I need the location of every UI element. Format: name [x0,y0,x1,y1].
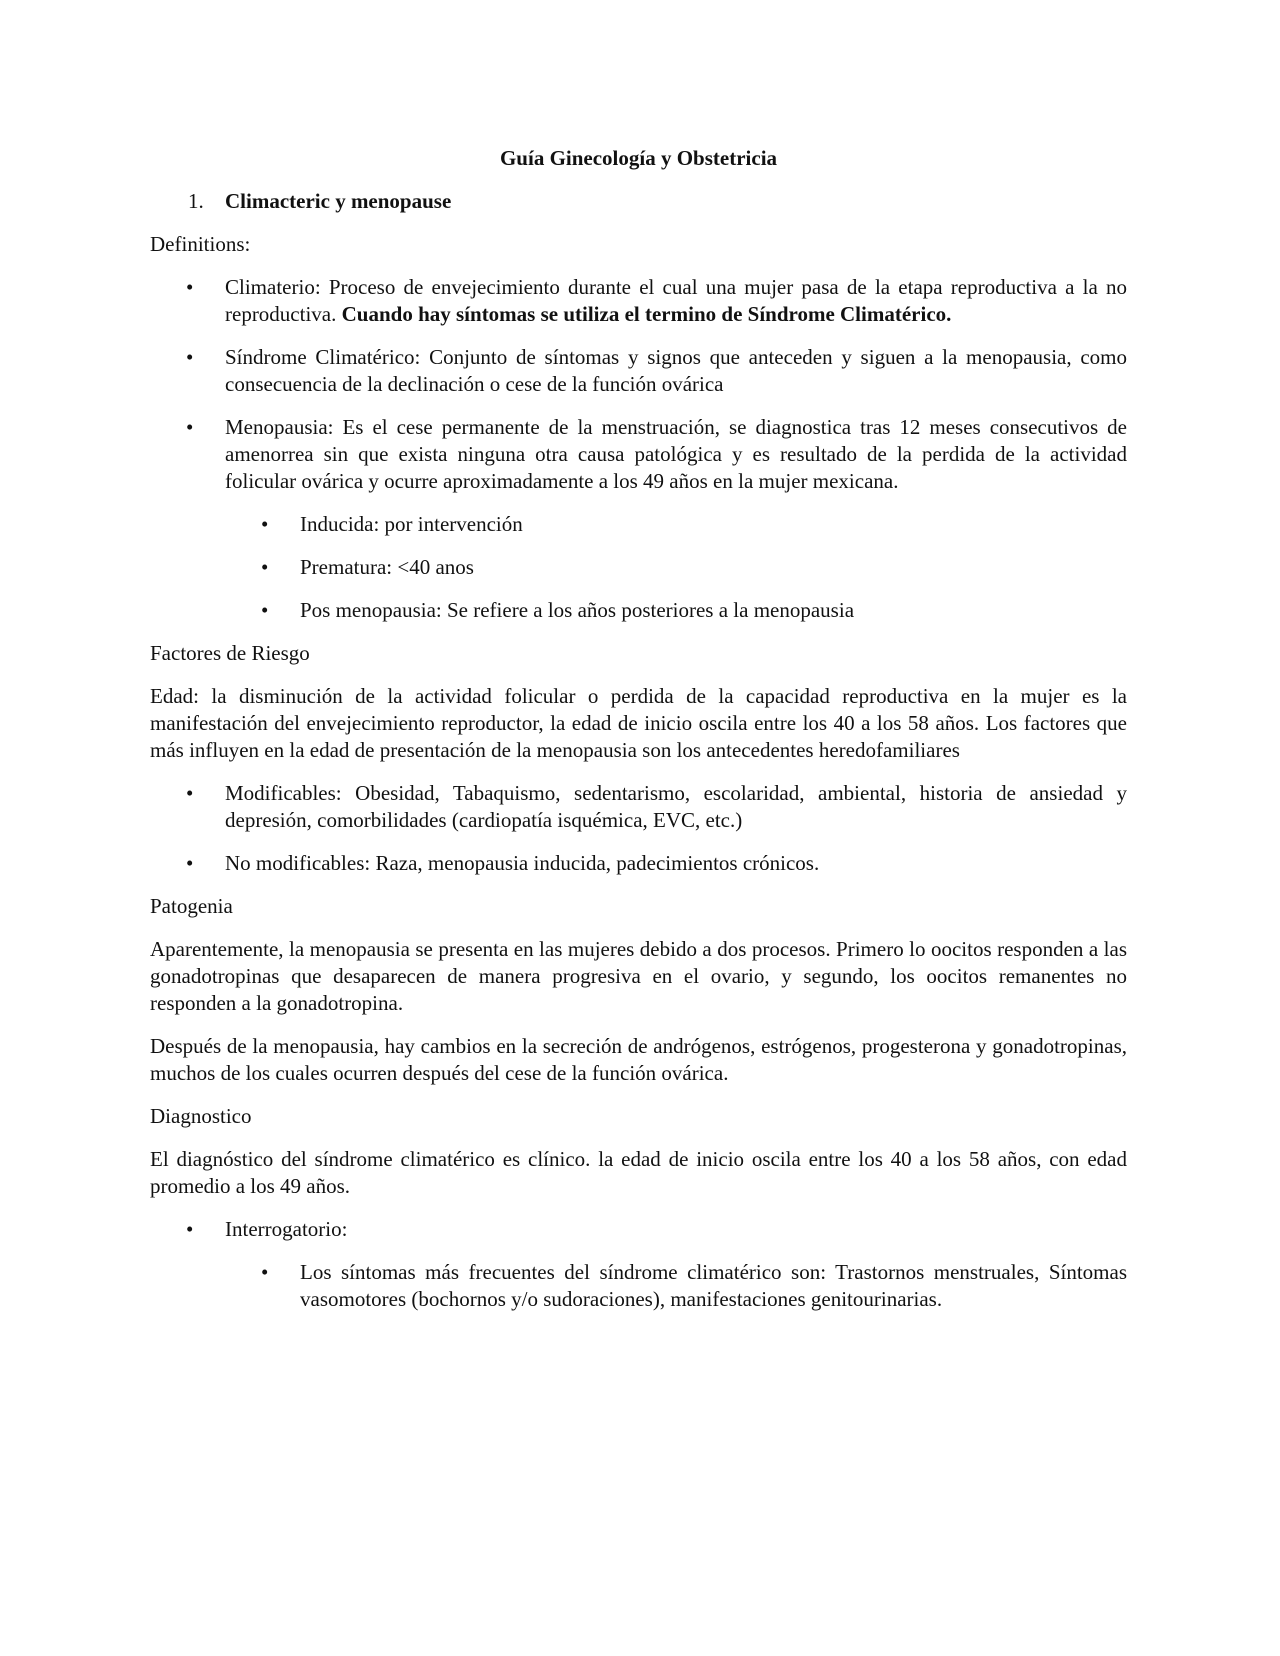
bullet-marker: • [186,415,194,439]
pathogenesis-label: Patogenia [150,894,233,918]
document-title: Guía Ginecología y Obstetricia [499,146,778,170]
menopause-type-text: Pos menopausia: Se refiere a los años posteriores a la menopausia [300,598,855,622]
definition-item [150,414,1127,495]
bullet-marker: • [186,345,194,369]
bullet-marker: • [186,1217,194,1241]
risk-factor-item [150,780,1127,834]
bullet-marker: • [261,512,269,536]
definitions-label: Definitions: [150,232,251,256]
definition-sindrome: Síndrome Climatérico: Conjunto de síntomas y signos que anteceden y siguen a la menopausia, como consecuencia de la declinación o cese de la función ovárica [225,345,1127,396]
definition-text [225,274,1127,328]
section-heading-text: Climacteric y menopause [225,189,452,213]
menopause-type-item [150,511,1127,538]
bullet-marker: • [186,275,194,299]
risk-factor-text: Modificables: Obesidad, Tabaquismo, sedentarismo, escolaridad, ambiental, historia de ansiedad y depresión, comorbilidades (cardiopatía isquémica, EVC, etc.) [225,781,1127,832]
diagnosis-item-text: Interrogatorio: [225,1217,348,1241]
pathogenesis-paragraph: Aparentemente, la menopausia se presenta en las mujeres debido a dos procesos. Primero lo oocitos responden a las gonadotropinas que desaparecen de manera progresiva en el ovario, y segundo, los oocitos remanentes no responden a la gonadotropina. [150,937,1127,1015]
risk-factors-paragraph: Edad: la disminución de la actividad folicular o perdida de la capacidad reproductiva en la mujer es la manifestación del envejecimiento reproductor, la edad de inicio oscila entre los 40 a los 58 años. Los factores que más influyen en la edad de presentación de la menopausia son los antecedentes heredofamiliares [150,684,1127,762]
bullet-marker: • [261,598,269,622]
risk-factors-label: Factores de Riesgo [150,641,310,665]
menopause-type-text: Prematura: <40 anos [300,555,474,579]
section-heading [150,188,1127,215]
diagnosis-label: Diagnostico [150,1104,252,1128]
risk-factor-text: No modificables: Raza, menopausia inducida, padecimientos crónicos. [225,851,820,875]
menopause-type-text: Inducida: por intervención [300,512,523,536]
section-number: 1. [188,189,204,213]
definition-item [150,274,1127,328]
definition-climaterio: Climaterio: Proceso de envejecimiento durante el cual una mujer pasa de la etapa reproductiva a la no reproductiva. [225,275,1127,326]
bullet-marker: • [186,781,194,805]
menopause-type-item [150,554,1127,581]
diagnosis-paragraph: El diagnóstico del síndrome climatérico es clínico. la edad de inicio oscila entre los 40 a los 58 años, con edad promedio a los 49 años. [150,1147,1127,1198]
diagnosis-item [150,1216,1127,1243]
bullet-marker: • [261,1260,269,1284]
bullet-marker: • [261,555,269,579]
definition-item [150,344,1127,398]
diagnosis-subitem-text: Los síntomas más frecuentes del síndrome climatérico son: Trastornos menstruales, Síntomas vasomotores (bochornos y/o sudoraciones), manifestaciones genitourinarias. [300,1260,1127,1311]
risk-factor-item [150,850,1127,877]
definition-climaterio-bold: Cuando hay síntomas se utiliza el termino de Síndrome Climatérico. [341,302,952,326]
document-content [150,145,1127,1329]
pathogenesis-paragraph: Después de la menopausia, hay cambios en la secreción de andrógenos, estrógenos, progesterona y gonadotropinas, muchos de los cuales ocurren después del cese de la función ovárica. [150,1034,1127,1085]
menopause-type-item [150,597,1127,624]
definition-menopausia: Menopausia: Es el cese permanente de la menstruación, se diagnostica tras 12 meses consecutivos de amenorrea sin que exista ninguna otra causa patológica y es resultado de la perdida de la actividad folicular ovárica y ocurre aproximadamente a los 49 años en la mujer mexicana. [225,415,1127,493]
bullet-marker: • [186,851,194,875]
diagnosis-subitem [150,1259,1127,1313]
